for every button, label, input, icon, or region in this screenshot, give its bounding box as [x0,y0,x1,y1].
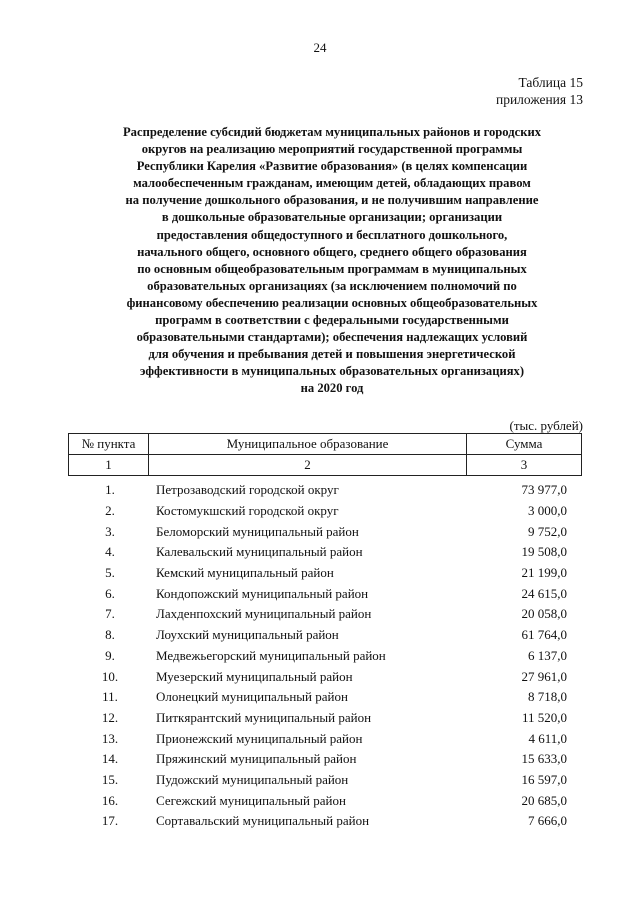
row-number: 2. [105,503,115,519]
title-line: на получение дошкольного образования, и не получившим направление [125,193,539,208]
data-table [68,480,581,832]
table-row [68,749,581,770]
municipality-name: Пудожский муниципальный район [156,771,349,787]
header-item-number: № пункта [69,434,149,455]
table-row [68,790,581,811]
row-number: 5. [105,565,115,581]
table-row [68,563,581,584]
table-row [68,770,581,791]
table-row [68,501,581,522]
amount-value: 9 752,0 [528,523,567,539]
table-row [68,521,581,542]
amount-value: 16 597,0 [521,771,567,787]
row-number: 6. [105,585,115,601]
table-row [68,687,581,708]
header-municipality: Муниципальное образование [149,434,467,455]
table-row [68,708,581,729]
amount-value: 27 961,0 [521,668,567,684]
amount-value: 20 058,0 [521,606,567,622]
municipality-name: Сегежский муниципальный район [156,792,346,808]
appendix-label: приложения 13 [495,92,583,107]
table-label: Таблица 15 [518,75,583,90]
municipality-name: Кемский муниципальный район [156,565,334,581]
table-row [68,480,581,501]
table-row [68,728,581,749]
table-row [68,583,581,604]
title-line: финансовому обеспечению реализации основных общеобразовательных [126,295,538,310]
municipality-name: Петрозаводский городской округ [156,482,339,498]
table-row [68,811,581,832]
municipality-name: Прионежский муниципальный район [156,730,363,746]
row-number: 17. [101,813,119,829]
municipality-name: Сортавальский муниципальный район [156,813,370,829]
page-number: 24 [313,40,327,55]
row-number: 14. [101,751,119,767]
title-line: эффективности в муниципальных образовательных организациях) [139,364,525,379]
table-header [68,433,582,476]
municipality-name: Лоухский муниципальный район [156,627,339,643]
title-line: малообеспеченным гражданам, имеющим детей, обладающих правом [133,176,531,191]
row-number: 9. [105,647,115,663]
row-number: 11. [102,689,118,705]
amount-value: 19 508,0 [521,544,567,560]
municipality-name: Костомукшский городской округ [156,503,339,519]
title-line: предоставления общедоступного и бесплатного дошкольного, [156,227,508,242]
document-title [78,124,586,398]
row-number: 13. [101,730,119,746]
row-number: 3. [105,523,115,539]
title-line: программ в соответствии с федеральными государственными [155,313,509,328]
municipality-name: Медвежьегорский муниципальный район [156,647,386,663]
header-number-row [69,455,582,476]
header-number-1: 1 [69,455,149,476]
title-line: Распределение субсидий бюджетам муниципальных районов и городских [122,125,542,139]
municipality-name: Беломорский муниципальный район [156,523,359,539]
title-line: на 2020 год [300,381,364,396]
table-row [68,604,581,625]
amount-value: 4 611,0 [528,730,567,746]
amount-value: 24 615,0 [521,585,567,601]
municipality-name: Олонецкий муниципальный район [156,689,348,705]
municipality-name: Лахденпохский муниципальный район [156,606,372,622]
table-row [68,646,581,667]
municipality-name: Кондопожский муниципальный район [156,585,369,601]
title-line: начального общего, основного общего, среднего общего образования [137,244,527,259]
title-line: образовательных организациях (за исключением полномочий по [147,278,517,293]
title-line: в дошкольные образовательные организации; организации [161,210,503,225]
row-number: 4. [105,544,115,560]
municipality-name: Питкярантский муниципальный район [156,709,372,725]
table-row [68,666,581,687]
municipality-name: Калевальский муниципальный район [156,544,363,560]
row-number: 15. [101,771,119,787]
header-number-2: 2 [149,455,467,476]
amount-value: 8 718,0 [528,689,567,705]
header-row [69,434,582,455]
amount-value: 20 685,0 [521,792,567,808]
data-table-body [68,480,581,832]
row-number: 16. [101,792,119,808]
amount-value: 3 000,0 [528,503,567,519]
title-line: округов на реализацию мероприятий государственной программы [141,142,523,157]
amount-value: 21 199,0 [521,565,567,581]
amount-value: 15 633,0 [521,751,567,767]
amount-value: 6 137,0 [528,647,567,663]
amount-value: 61 764,0 [521,627,567,643]
table-reference [496,74,583,108]
table-row [68,625,581,646]
row-number: 1. [105,482,115,498]
amount-value: 73 977,0 [521,482,567,498]
header-number-3: 3 [467,455,582,476]
amount-value: 11 520,0 [521,709,567,725]
row-number: 10. [101,668,119,684]
units-label: (тыс. рублей) [509,418,583,433]
title-line: по основным общеобразовательным программам в муниципальных [137,261,527,276]
title-line: образовательными стандартами); обеспечения надлежащих условий [136,330,528,345]
municipality-name: Муезерский муниципальный район [156,668,353,684]
title-line: для обучения и пребывания детей и повышения энергетической [148,347,516,362]
title-line: Республики Карелия «Развитие образования» (в целях компенсации [136,159,528,174]
row-number: 7. [105,606,115,622]
table-row [68,542,581,563]
header-amount: Сумма [467,434,582,455]
municipality-name: Пряжинский муниципальный район [156,751,357,767]
row-number: 8. [105,627,115,643]
amount-value: 7 666,0 [528,813,567,829]
row-number: 12. [101,709,119,725]
